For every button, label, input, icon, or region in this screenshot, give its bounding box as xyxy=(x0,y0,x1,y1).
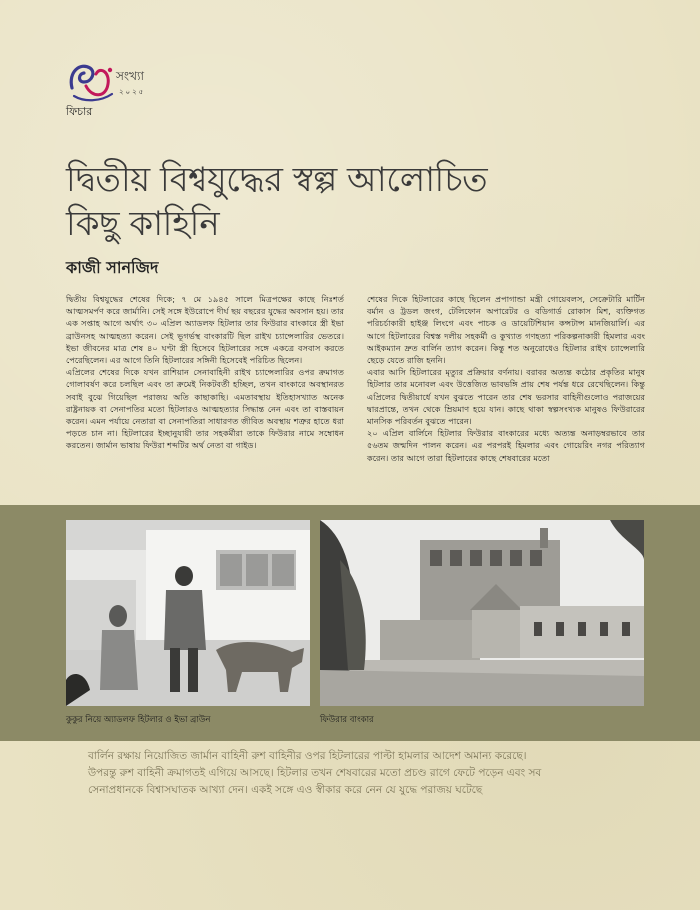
body-paragraph: এবার আসি হিটলারের মৃত্যুর প্রক্রিয়ার বর্ণনায়। বরাবর অত্যন্ত কঠোর প্রকৃতির মানুষ হিটলার তার মনোবল এবং উত্তেজিত ভাবভঙ্গি প্রায় শেষ পর্যন্ত ধরে রেখেছিলেন। কিন্তু এপ্রিলের দ্বিতীয়ার্ধে যখন বুঝতে পারেন তার শেষ ভরসার বাহিনীগুলোও পরাজয়ের দ্বারপ্রান্তে, তখন থেকে ম্রিয়মাণ হয়ে যান। কাছে থাকা স্বল্পসংখ্যক মানুষও ফিউরারের মানসিক পরিবর্তন বুঝতে পারেন। xyxy=(367,367,645,427)
article-author: কাজী সানজিদ xyxy=(66,258,159,277)
body-paragraph: এপ্রিলের শেষের দিকে যখন রাশিয়ান সেনাবাহিনী রাইখ চ্যান্সেলারির ওপর ক্রমাগত গোলাবর্ষণ করে চলছিল এবং তা ক্রমেই নিকটবর্তী হচ্ছিল, তখন বাংকারে অবস্থানরত সবাই বুঝে গিয়েছিল পরাজয় অতি কাছাকাছি। এমতাবস্থায় ইতিহাসখ্যাত অনেক রাষ্ট্রনায়ক বা সেনাপতির মতো হিটলারও আত্মহত্যার সিদ্ধান্ত নেন এবং তা বাস্তবায়ন করেন। এমন পর্যায়ে নেতারা বা সেনাপতিরা সাধারণত জীবিত অবস্থায় শত্রুর হাতে ধরা পড়তে চান না। হিটলারের ইচ্ছানুযায়ী তার সহকর্মীরা তাকে ফিউরার নামে সম্বোধন করতেন। জার্মান ভাষায় ফিউরা শব্দটির অর্থ নেতা বা গাইড। xyxy=(66,367,344,451)
photo-hitler-eva-dog xyxy=(66,520,310,706)
photo-fuhrer-bunker xyxy=(320,520,644,706)
pull-quote-line: বার্লিন রক্ষায় নিয়োজিত জার্মান বাহিনী রুশ বাহিনীর ওপর হিটলারের পাল্টা হামলার আদেশ অমান্য করেছে। xyxy=(88,750,527,762)
photo-caption: কুকুর নিয়ে অ্যাডলফ হিটলার ও ইভা ব্রাউন xyxy=(66,715,211,725)
body-paragraph: শেষের দিকে হিটলারের কাছে ছিলেন প্রপাগান্ডা মন্ত্রী গোয়েবলস, সেক্রেটারি মার্টিন বর্মান ও ট্রডল জংগ, টেলিফোন অপারেটর ও বডিগার্ড রোকাস মিশ, ব্যক্তিগত পরিচর্চাকারী হাইঞ্জ লিংগে এবং পাচক ও ডায়েটিশিয়ান কন্সটান্স মানজিয়ার্লি। এর আগে হিটলারের বিশ্বস্ত দলীয় সহকর্মী ও কুখ্যাত গণহত্যা পরিকল্পনাকারী হিমলার এবং আইকম্যান দ্রুত বার্লিন ত্যাগ করেন। কিন্তু শত অনুরোধেও হিটলার রাইখ চ্যান্সেলারি ছেড়ে যেতে রাজি হননি। xyxy=(367,294,645,366)
body-column-left xyxy=(66,293,344,452)
pull-quote-line: উপরন্তু রুশ বাহিনী ক্রমাগতই এগিয়ে আসছে। হিটলার তখন শেষবারের মতো প্রচণ্ড রাগে ফেটে পড়েন এবং সব xyxy=(88,767,542,779)
logo-wordmark: সংখ্যা xyxy=(116,69,144,83)
body-paragraph: ২০ এপ্রিল বার্লিনে হিটলার ফিউরার বাংকারের মধ্যে অত্যন্ত অনাড়ম্বরভাবে তার ৫৬তম জন্মদিন পালন করেন। এর পরপরই হিমলার এবং গোয়েরিং নগর পরিত্যাগ করেন। তার আগে তারা হিটলারের কাছে শেষবারের মতো xyxy=(367,428,645,463)
title-line-1: দ্বিতীয় বিশ্বযুদ্ধের স্বল্প আলোচিত xyxy=(66,160,488,200)
section-label: ফিচার xyxy=(66,105,93,118)
photo-hitler-eva-dog-image xyxy=(66,520,310,706)
body-column-right xyxy=(367,293,645,464)
pull-quote xyxy=(88,748,648,799)
pull-quote-line: সেনাপ্রধানকে বিশ্বাসঘাতক আখ্যা দেন। একই সঙ্গে এও স্বীকার করে নেন যে যুদ্ধে পরাজয় ঘটেছে xyxy=(88,784,483,796)
article-title xyxy=(66,158,626,246)
body-paragraph: দ্বিতীয় বিশ্বযুদ্ধের শেষের দিকে; ৭ মে ১৯৪৫ সালে মিত্রপক্ষের কাছে নিঃশর্ত আত্মসমর্পণ করে জার্মানি। সেই সঙ্গে ইউরোপে দীর্ঘ ছয় বছরের যুদ্ধের অবসান হয়। তার এক সপ্তাহ আগে অর্থাৎ ৩০ এপ্রিল অ্যাডলফ হিটলার তার ফিউরার বাংকারে স্ত্রী ইভা ব্রাউনসহ আত্মহত্যা করেন। সেই ভূগর্ভস্থ বাংকারটি ছিল রাইখ চ্যান্সেলারির ভেতরে। ইভা জীবনের মাত্র শেষ ৪০ ঘণ্টা স্ত্রী হিসেবে হিটলারের সঙ্গে একত্রে বসবাস করতে পেরেছিলেন। এর আগে তিনি হিটলারের সঙ্গিনী হিসেবেই পরিচিত ছিলেন। xyxy=(66,294,344,366)
photo-caption: ফিউরার বাংকার xyxy=(320,715,374,725)
photo-fuhrer-bunker-image xyxy=(320,520,644,706)
logo-year: ২০২৫ xyxy=(119,88,146,96)
title-line-2: কিছু কাহিনি xyxy=(66,204,220,244)
